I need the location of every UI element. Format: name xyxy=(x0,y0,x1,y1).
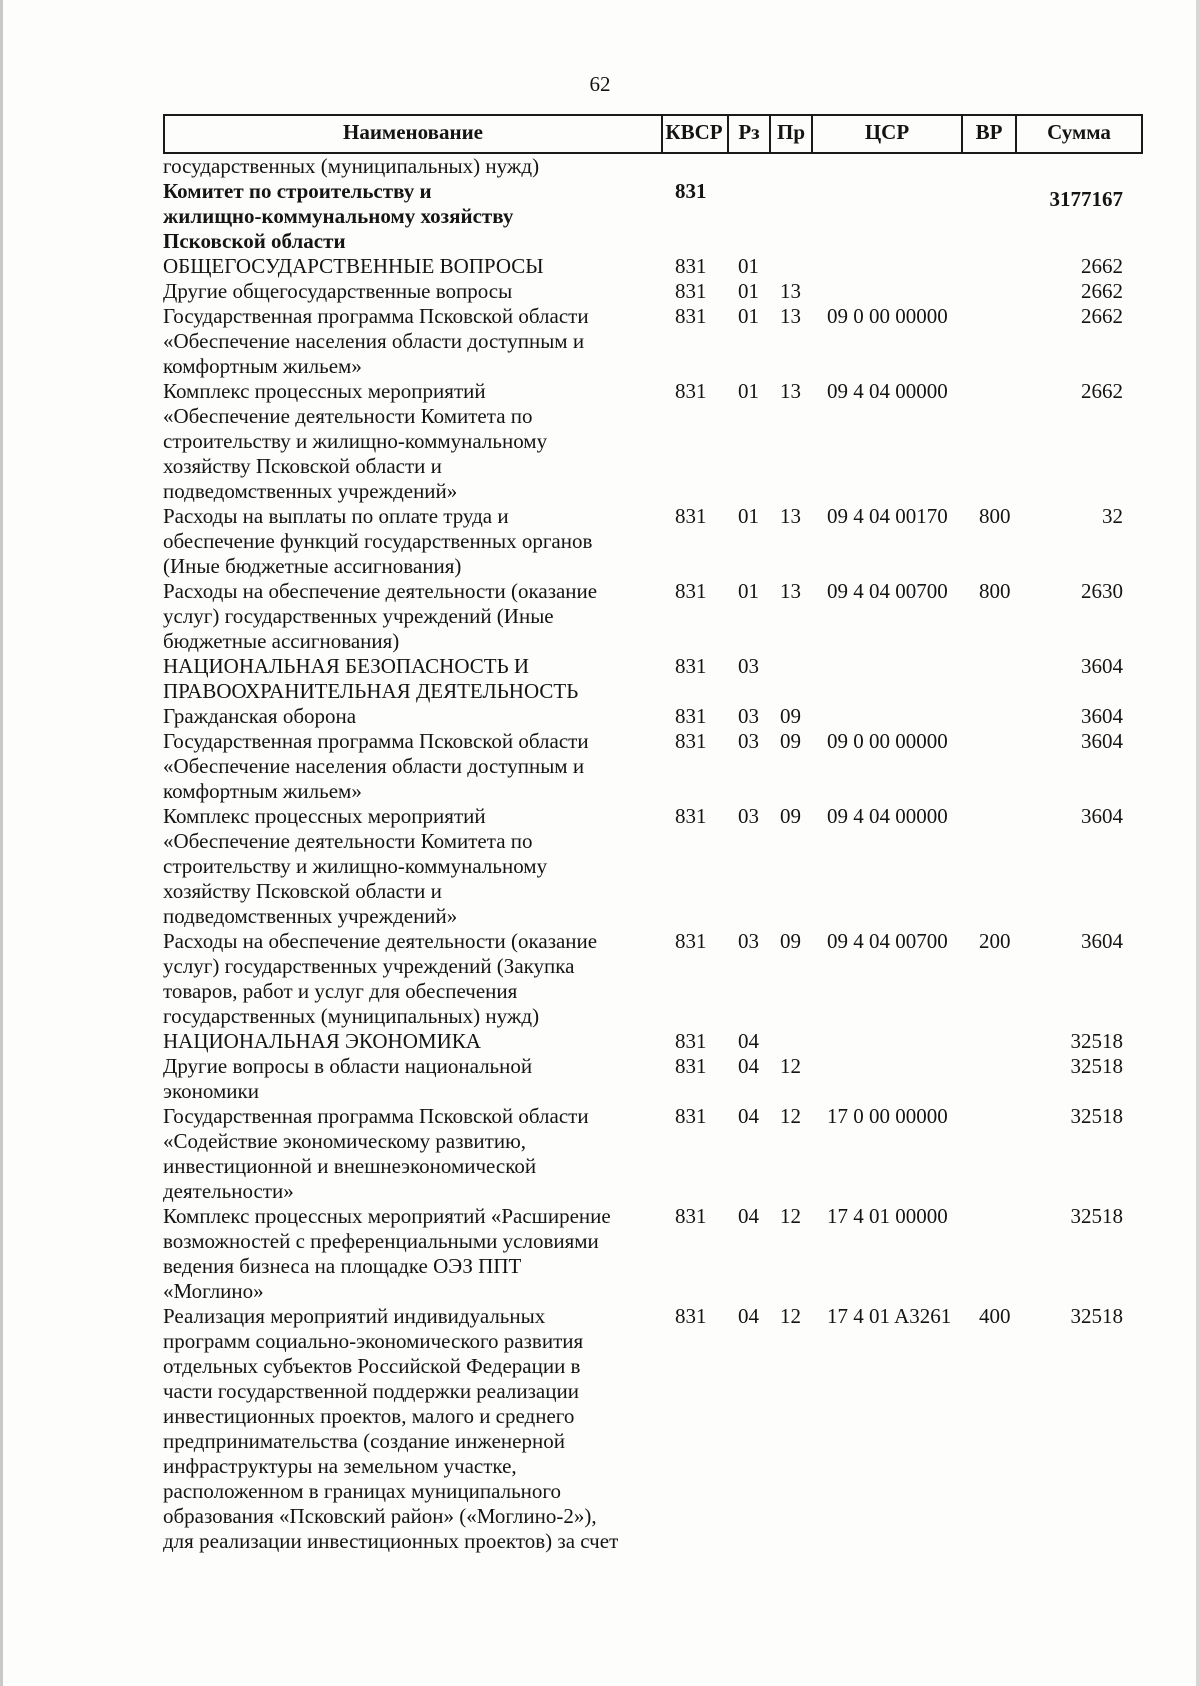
cell-rz: 03 xyxy=(738,804,759,828)
row-name-line: подведомственных учреждений» xyxy=(163,479,458,503)
table-row xyxy=(163,1204,1143,1304)
row-name-line: возможностей с преференциальными условиями xyxy=(163,1229,599,1253)
row-name-line: экономики xyxy=(163,1079,259,1103)
cell-kvsr: 831 xyxy=(675,379,707,403)
cell-rz: 04 xyxy=(738,1304,759,1328)
row-name-line: обеспечение функций государственных органов xyxy=(163,529,593,553)
table-row xyxy=(163,654,1143,704)
row-name-line: строительству и жилищно-коммунальному xyxy=(163,854,548,878)
row-name-line: Государственная программа Псковской области xyxy=(163,729,589,753)
cell-csr: 17 4 01 00000 xyxy=(827,1204,948,1228)
row-name-line: Псковской области xyxy=(163,229,346,253)
cell-pr: 09 xyxy=(780,729,801,753)
row-name-line: ведения бизнеса на площадке ОЭЗ ППТ xyxy=(163,1254,522,1278)
row-name xyxy=(163,379,633,504)
cell-rz: 04 xyxy=(738,1204,759,1228)
cell-sum: 3177167 xyxy=(1049,187,1123,211)
row-name-line: Другие общегосударственные вопросы xyxy=(163,279,513,303)
cell-rz: 04 xyxy=(738,1029,759,1053)
row-name-line: Государственная программа Псковской области xyxy=(163,304,589,328)
cell-csr: 17 0 00 00000 xyxy=(827,1104,948,1128)
row-name-line: НАЦИОНАЛЬНАЯ БЕЗОПАСНОСТЬ И xyxy=(163,654,530,678)
row-name xyxy=(163,579,633,654)
cell-csr: 09 4 04 00000 xyxy=(827,379,948,403)
row-name-line: отдельных субъектов Российской Федерации в xyxy=(163,1354,581,1378)
table-row xyxy=(163,1304,1143,1554)
table-row xyxy=(163,304,1143,379)
row-name-line: Гражданская оборона xyxy=(163,704,357,728)
row-name xyxy=(163,279,633,304)
cell-sum: 3604 xyxy=(1081,704,1123,728)
row-name-line: Реализация мероприятий индивидуальных xyxy=(163,1304,546,1328)
row-name xyxy=(163,1304,633,1554)
cell-csr: 09 4 04 00170 xyxy=(827,504,948,528)
cell-rz: 04 xyxy=(738,1104,759,1128)
row-name-line: Расходы на обеспечение деятельности (оказание xyxy=(163,929,598,953)
cell-rz: 01 xyxy=(738,279,759,303)
cell-sum: 3604 xyxy=(1081,654,1123,678)
row-name xyxy=(163,1029,633,1054)
scan-edge-left xyxy=(0,0,3,1686)
table-row xyxy=(163,929,1143,1029)
row-name-line: Другие вопросы в области национальной xyxy=(163,1054,533,1078)
header-name: Наименование xyxy=(343,120,483,144)
header-vr: ВР xyxy=(975,120,1003,144)
row-name-line: услуг) государственных учреждений (Иные xyxy=(163,604,554,628)
table-row xyxy=(163,504,1143,579)
row-name-line: «Обеспечение населения области доступным и xyxy=(163,754,585,778)
cell-sum: 32518 xyxy=(1070,1054,1123,1078)
row-name-line: Комитет по строительству и xyxy=(163,179,432,203)
cell-sum: 32 xyxy=(1102,504,1123,528)
cell-kvsr: 831 xyxy=(675,504,707,528)
cell-sum: 3604 xyxy=(1081,804,1123,828)
row-name-line: расположенном в границах муниципального xyxy=(163,1479,561,1503)
table-row xyxy=(163,279,1143,304)
cell-kvsr: 831 xyxy=(675,179,707,203)
cell-kvsr: 831 xyxy=(675,279,707,303)
table-header xyxy=(163,114,1143,154)
row-name-line: государственных (муниципальных) нужд) xyxy=(163,1004,540,1028)
header-csr: ЦСР xyxy=(864,120,910,144)
cell-rz: 01 xyxy=(738,304,759,328)
cell-csr: 09 0 00 00000 xyxy=(827,304,948,328)
row-name-line: для реализации инвестиционных проектов) за счет xyxy=(163,1529,619,1553)
cell-kvsr: 831 xyxy=(675,729,707,753)
budget-table xyxy=(163,114,1143,1554)
row-name-line: «Обеспечение деятельности Комитета по xyxy=(163,829,533,853)
table-row xyxy=(163,379,1143,504)
row-name xyxy=(163,179,633,254)
cell-rz: 01 xyxy=(738,504,759,528)
cell-kvsr: 831 xyxy=(675,254,707,278)
cell-csr: 09 0 00 00000 xyxy=(827,729,948,753)
cell-kvsr: 831 xyxy=(675,579,707,603)
cell-csr: 09 4 04 00000 xyxy=(827,804,948,828)
cell-vr: 800 xyxy=(979,504,1011,528)
cell-kvsr: 831 xyxy=(675,704,707,728)
row-name xyxy=(163,654,633,704)
row-name-line: подведомственных учреждений» xyxy=(163,904,458,928)
cell-rz: 01 xyxy=(738,254,759,278)
cell-sum: 3604 xyxy=(1081,929,1123,953)
row-name-line: «Обеспечение деятельности Комитета по xyxy=(163,404,533,428)
row-name-line: хозяйству Псковской области и xyxy=(163,879,442,903)
cell-pr: 13 xyxy=(780,579,801,603)
cell-csr: 17 4 01 A3261 xyxy=(827,1304,952,1328)
cell-kvsr: 831 xyxy=(675,804,707,828)
row-name-line: инфраструктуры на земельном участке, xyxy=(163,1454,517,1478)
cell-kvsr: 831 xyxy=(675,1104,707,1128)
cell-rz: 03 xyxy=(738,704,759,728)
cell-sum: 32518 xyxy=(1070,1104,1123,1128)
cell-pr: 09 xyxy=(780,704,801,728)
row-name-line: государственных (муниципальных) нужд) xyxy=(163,154,540,178)
cell-sum: 2630 xyxy=(1081,579,1123,603)
row-name-line: (Иные бюджетные ассигнования) xyxy=(163,554,462,578)
row-name-line: инвестиционных проектов, малого и среднего xyxy=(163,1404,575,1428)
table-row xyxy=(163,1029,1143,1054)
row-name xyxy=(163,154,633,179)
row-name-line: предпринимательства (создание инженерной xyxy=(163,1429,565,1453)
cell-kvsr: 831 xyxy=(675,654,707,678)
cell-sum: 32518 xyxy=(1070,1204,1123,1228)
row-name xyxy=(163,304,633,379)
cell-pr: 13 xyxy=(780,379,801,403)
row-name-line: Расходы на обеспечение деятельности (оказание xyxy=(163,579,598,603)
row-name xyxy=(163,1104,633,1204)
cell-rz: 03 xyxy=(738,929,759,953)
row-name-line: «Моглино» xyxy=(163,1279,264,1303)
row-name xyxy=(163,804,633,929)
cell-sum: 2662 xyxy=(1081,304,1123,328)
cell-pr: 09 xyxy=(780,929,801,953)
cell-rz: 01 xyxy=(738,579,759,603)
cell-kvsr: 831 xyxy=(675,1204,707,1228)
cell-kvsr: 831 xyxy=(675,1304,707,1328)
row-name-line: комфортным жильем» xyxy=(163,354,362,378)
cell-csr: 09 4 04 00700 xyxy=(827,929,948,953)
cell-rz: 03 xyxy=(738,654,759,678)
row-name-line: Комплекс процессных мероприятий «Расширение xyxy=(163,1204,611,1228)
cell-sum: 3604 xyxy=(1081,729,1123,753)
table-row xyxy=(163,179,1143,254)
table-body xyxy=(163,154,1143,1554)
header-rz: Рз xyxy=(738,120,760,144)
table-row xyxy=(163,729,1143,804)
cell-kvsr: 831 xyxy=(675,1054,707,1078)
row-name-line: товаров, работ и услуг для обеспечения xyxy=(163,979,518,1003)
row-name xyxy=(163,254,633,279)
cell-csr: 09 4 04 00700 xyxy=(827,579,948,603)
cell-vr: 800 xyxy=(979,579,1011,603)
row-name xyxy=(163,504,633,579)
row-name xyxy=(163,704,633,729)
row-name-line: образования «Псковский район» («Моглино-2»), xyxy=(163,1504,597,1528)
header-pr: Пр xyxy=(776,120,805,144)
cell-sum: 2662 xyxy=(1081,254,1123,278)
table-row xyxy=(163,1054,1143,1104)
row-name-line: бюджетные ассигнования) xyxy=(163,629,400,653)
row-name xyxy=(163,929,633,1029)
row-name-line: Расходы на выплаты по оплате труда и xyxy=(163,504,509,528)
scan-edge-right xyxy=(1196,0,1200,1686)
row-name-line: комфортным жильем» xyxy=(163,779,362,803)
cell-sum: 2662 xyxy=(1081,379,1123,403)
row-name-line: Комплекс процессных мероприятий xyxy=(163,379,486,403)
cell-vr: 200 xyxy=(979,929,1011,953)
cell-pr: 13 xyxy=(780,504,801,528)
cell-pr: 12 xyxy=(780,1104,801,1128)
cell-kvsr: 831 xyxy=(675,304,707,328)
row-name-line: ПРАВООХРАНИТЕЛЬНАЯ ДЕЯТЕЛЬНОСТЬ xyxy=(163,679,579,703)
cell-sum: 32518 xyxy=(1070,1304,1123,1328)
header-sum: Сумма xyxy=(1047,120,1111,144)
row-name-line: услуг) государственных учреждений (Закупка xyxy=(163,954,575,978)
table-row xyxy=(163,804,1143,929)
row-name xyxy=(163,729,633,804)
cell-rz: 01 xyxy=(738,379,759,403)
cell-rz: 04 xyxy=(738,1054,759,1078)
row-name-line: Государственная программа Псковской области xyxy=(163,1104,589,1128)
row-name-line: хозяйству Псковской области и xyxy=(163,454,442,478)
row-name-line: ОБЩЕГОСУДАРСТВЕННЫЕ ВОПРОСЫ xyxy=(163,254,544,278)
table-row xyxy=(163,154,1143,179)
table-row xyxy=(163,1104,1143,1204)
row-name-line: «Содействие экономическому развитию, xyxy=(163,1129,527,1153)
row-name-line: жилищно-коммунальному хозяйству xyxy=(163,204,514,228)
row-name-line: «Обеспечение населения области доступным и xyxy=(163,329,585,353)
cell-rz: 03 xyxy=(738,729,759,753)
cell-kvsr: 831 xyxy=(675,929,707,953)
row-name-line: инвестиционной и внешнеэкономической xyxy=(163,1154,537,1178)
table-row xyxy=(163,254,1143,279)
cell-pr: 13 xyxy=(780,304,801,328)
cell-kvsr: 831 xyxy=(675,1029,707,1053)
row-name-line: программ социально-экономического развития xyxy=(163,1329,584,1353)
cell-vr: 400 xyxy=(979,1304,1011,1328)
row-name-line: строительству и жилищно-коммунальному xyxy=(163,429,548,453)
row-name-line: деятельности» xyxy=(163,1179,294,1203)
row-name xyxy=(163,1204,633,1304)
table-row xyxy=(163,704,1143,729)
row-name-line: НАЦИОНАЛЬНАЯ ЭКОНОМИКА xyxy=(163,1029,481,1053)
row-name-line: части государственной поддержки реализации xyxy=(163,1379,579,1403)
header-kvsr: КВСР xyxy=(665,120,723,144)
cell-sum: 2662 xyxy=(1081,279,1123,303)
cell-pr: 13 xyxy=(780,279,801,303)
page-number: 62 xyxy=(589,72,611,96)
cell-sum: 32518 xyxy=(1070,1029,1123,1053)
cell-pr: 12 xyxy=(780,1204,801,1228)
table-row xyxy=(163,579,1143,654)
row-name xyxy=(163,1054,633,1104)
cell-pr: 12 xyxy=(780,1304,801,1328)
cell-pr: 09 xyxy=(780,804,801,828)
cell-pr: 12 xyxy=(780,1054,801,1078)
row-name-line: Комплекс процессных мероприятий xyxy=(163,804,486,828)
